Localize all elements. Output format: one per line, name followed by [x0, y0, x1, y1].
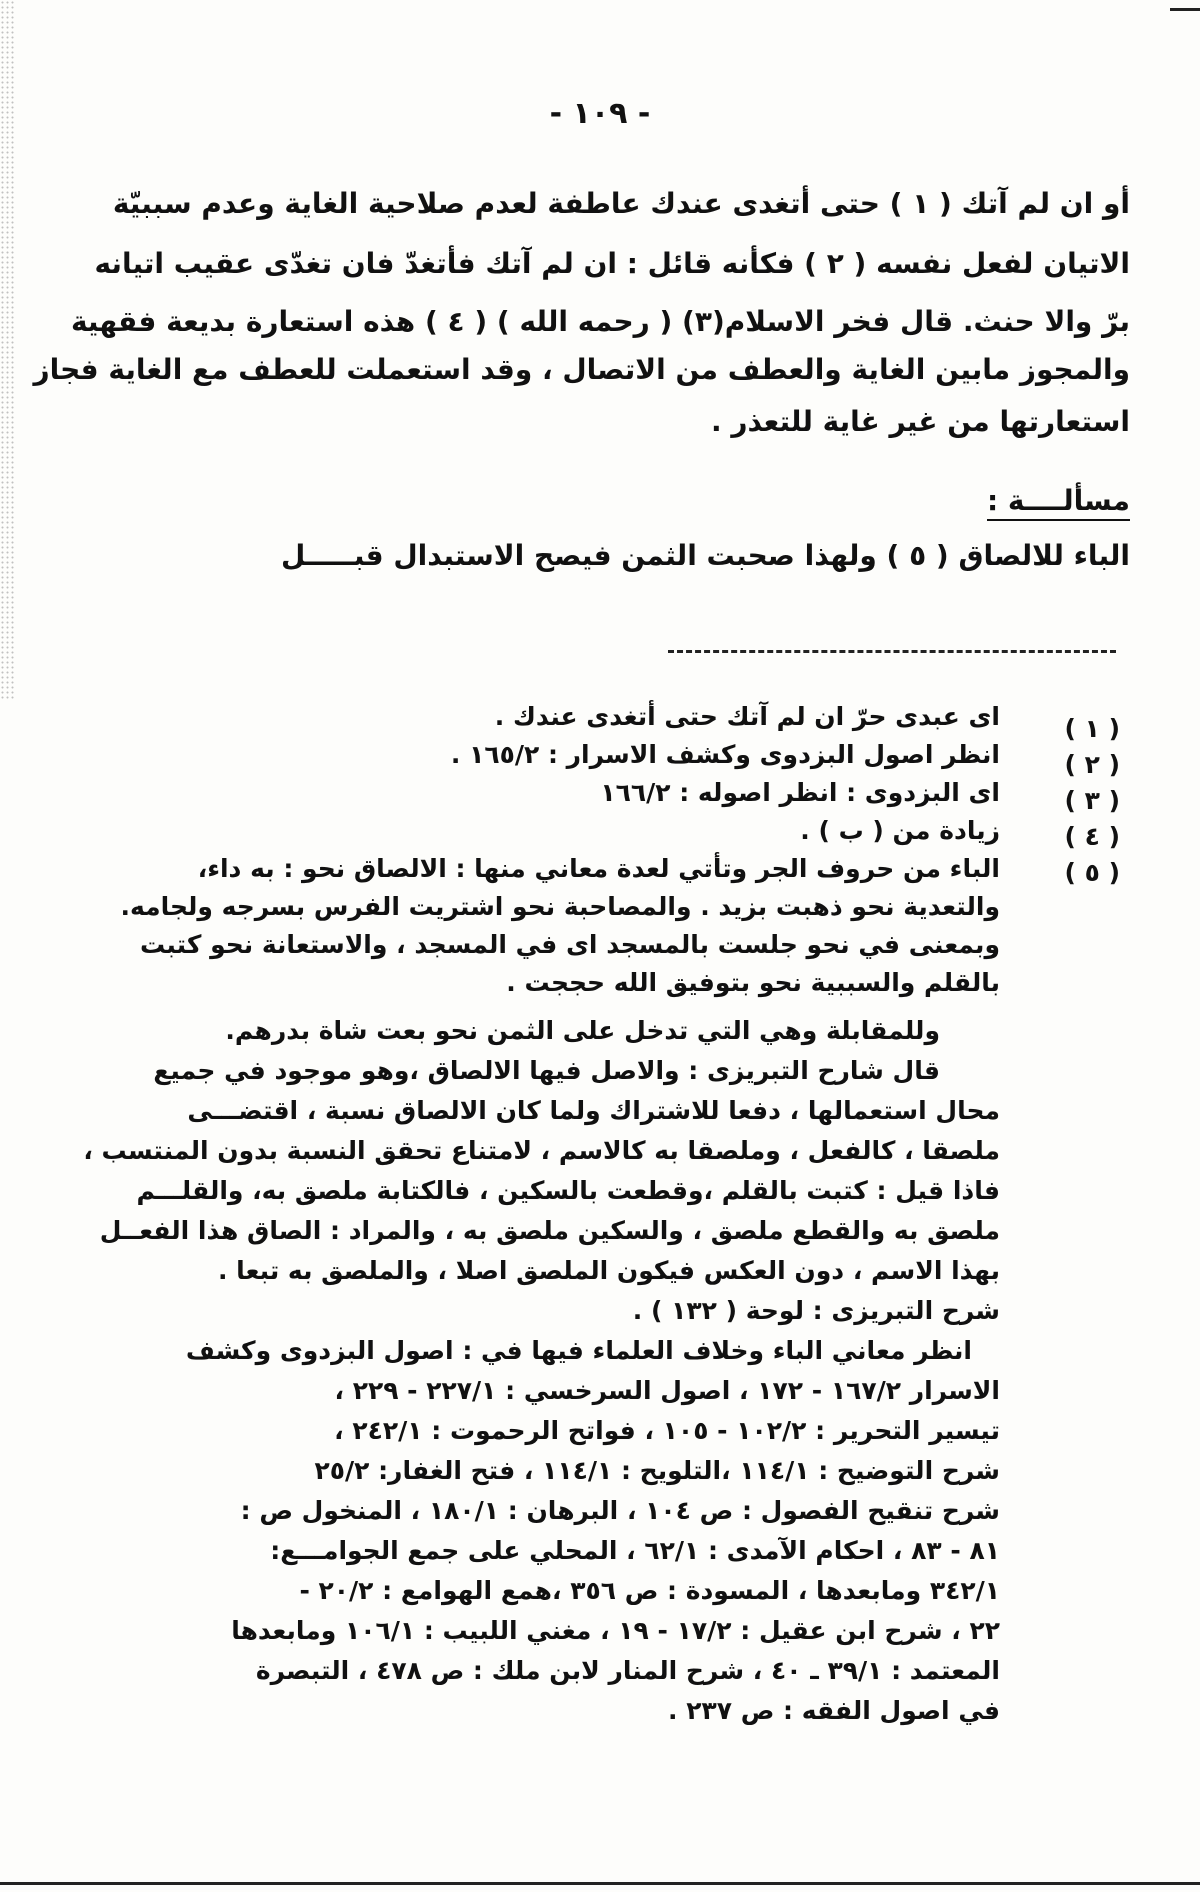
body-line: الاتيان لفعل نفسه ( ٢ ) فكأنه قائل : ان لم آتك فأتغدّ فان تغدّى عقيب اتيانه: [94, 247, 1130, 280]
footnote-line: بهذا الاسم ، دون العكس فيكون الملصق اصلا ، والملصق به تبعا .: [217, 1256, 1000, 1285]
footnote-line: اى عبدى حرّ ان لم آتك حتى أتغدى عندك .: [494, 702, 1000, 731]
footnote-separator: [668, 650, 1116, 653]
body-line: أو ان لم آتك ( ١ ) حتى أتغدى عندك عاطفة لعدم صلاحية الغاية وعدم سببيّة: [112, 187, 1130, 220]
footnote-marker: ( ٥ ): [1064, 858, 1120, 887]
footnote-line: ملصقا ، كالفعل ، وملصقا به كالاسم ، لامتناع تحقق النسبة بدون المنتسب ،: [83, 1136, 1000, 1165]
page-number: - ١٠٩ -: [549, 96, 651, 131]
footnote-line: وللمقابلة وهي التي تدخل على الثمن نحو بعت شاة بدرهم.: [225, 1016, 940, 1045]
footnote-line: وبمعنى في نحو جلست بالمسجد اى في المسجد ، والاستعانة نحو كتبت: [139, 930, 1000, 959]
footnote-line: شرح تنقيح الفصول : ص ١٠٤ ، البرهان : ١٨٠/١ ، المنخول ص :: [240, 1496, 1000, 1525]
body-line: استعارتها من غير غاية للتعذر .: [710, 405, 1130, 438]
footnote-line: انظر اصول البزدوى وكشف الاسرار : ١٦٥/٢ .: [450, 740, 1000, 769]
footnote-line: انظر معاني الباء وخلاف العلماء فيها في : اصول البزدوى وكشف: [185, 1336, 972, 1365]
footnote-line: محال استعمالها ، دفعا للاشتراك ولما كان الالصاق نسبة ، اقتضـــى: [187, 1096, 1000, 1125]
footnote-marker: ( ١ ): [1064, 714, 1120, 743]
footnote-line: ٣٤٢/١ ومابعدها ، المسودة : ص ٣٥٦ ،همع الهوامع : ٢٠/٢ -: [299, 1576, 1000, 1605]
footnote-line: ملصق به والقطع ملصق ، والسكين ملصق به ، والمراد : الصاق هذا الفعــل: [99, 1216, 1000, 1245]
footnote-line: بالقلم والسببية نحو بتوفيق الله حججت .: [506, 968, 1000, 997]
footnote-line: شرح التوضيح : ١١٤/١ ،التلويح : ١١٤/١ ، فتح الغفار: ٢٥/٢: [314, 1456, 1000, 1485]
footnote-marker: ( ٣ ): [1064, 786, 1120, 815]
footnote-line: الباء من حروف الجر وتأتي لعدة معاني منها : الالصاق نحو : به داء،: [197, 854, 1000, 883]
footnote-line: زيادة من ( ب ) .: [800, 816, 1000, 845]
bottom-edge-rule: [0, 1882, 1200, 1885]
body-line: برّ والا حنث. قال فخر الاسلام(٣) ( رحمه الله ) ( ٤ ) هذه استعارة بديعة فقهية: [70, 305, 1130, 338]
footnote-line: في اصول الفقه : ص ٢٣٧ .: [668, 1696, 1000, 1725]
footnote-line: ٢٢ ، شرح ابن عقيل : ١٧/٢ - ١٩ ، مغني اللبيب : ١٠٦/١ ومابعدها: [231, 1616, 1000, 1645]
top-edge-rule: [1170, 8, 1200, 11]
footnote-line: والتعدية نحو ذهبت بزيد . والمصاحبة نحو اشتريت الفرس بسرجه ولجامه.: [120, 892, 1000, 921]
footnote-marker: ( ٢ ): [1064, 750, 1120, 779]
body-line: الباء للالصاق ( ٥ ) ولهذا صحبت الثمن فيصح الاستبدال قبـــــل: [280, 539, 1130, 572]
footnote-line: المعتمد : ٣٩/١ ـ ٤٠ ، شرح المنار لابن ملك : ص ٤٧٨ ، التبصرة: [255, 1656, 1000, 1685]
footnote-line: شرح التبريزى : لوحة ( ١٣٢ ) .: [632, 1296, 1000, 1325]
footnote-line: اى البزدوى : انظر اصوله : ١٦٦/٢: [600, 778, 1000, 807]
footnote-line: تيسير التحرير : ١٠٢/٢ - ١٠٥ ، فواتح الرحموت : ٢٤٢/١ ،: [334, 1416, 1000, 1445]
footnote-line: الاسرار ١٦٧/٢ - ١٧٢ ، اصول السرخسي : ٢٢٧/١ - ٢٢٩ ،: [334, 1376, 1000, 1405]
body-line: والمجوز مابين الغاية والعطف من الاتصال ، وقد استعملت للعطف مع الغاية فجاز: [33, 353, 1130, 386]
footnote-marker: ( ٤ ): [1064, 822, 1120, 851]
section-heading: مسألــــة :: [987, 484, 1130, 521]
footnote-line: فاذا قيل : كتبت بالقلم ،وقطعت بالسكين ، فالكتابة ملصق به، والقلـــم: [136, 1176, 1000, 1205]
footnote-line: قال شارح التبريزى : والاصل فيها الالصاق ،وهو موجود في جميع: [153, 1056, 940, 1085]
footnote-line: ٨١ - ٨٣ ، احكام الآمدى : ٦٢/١ ، المحلي على جمع الجوامـــع:: [270, 1536, 1000, 1565]
